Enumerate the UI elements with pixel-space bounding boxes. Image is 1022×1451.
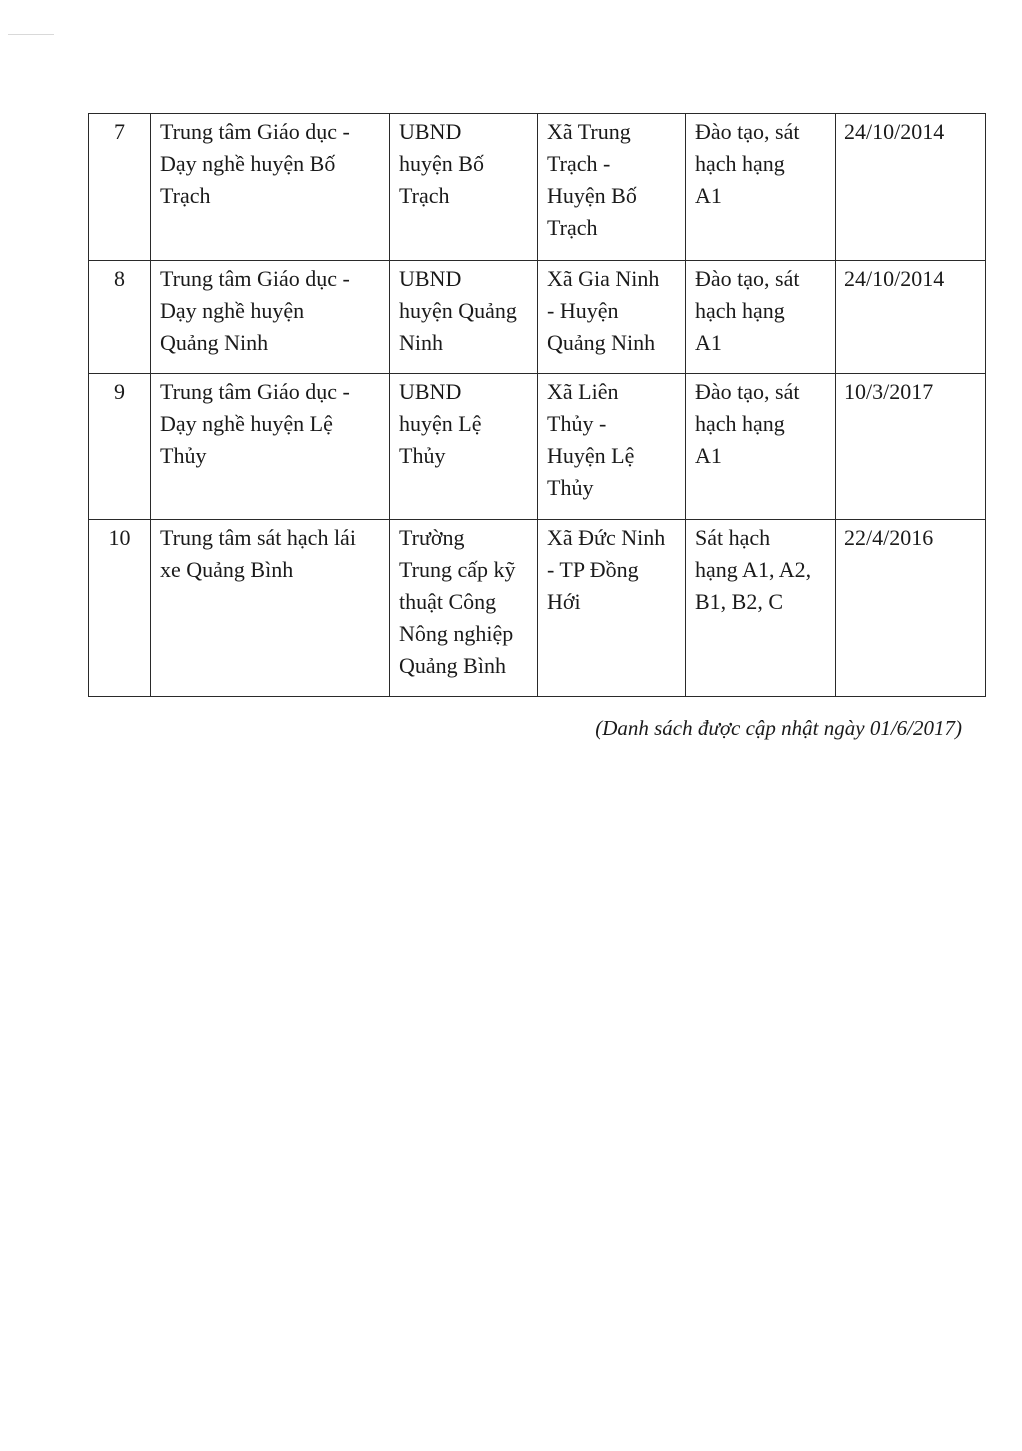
table-row — [89, 114, 986, 261]
center-name-cell — [151, 520, 390, 697]
address-line: Thủy — [547, 475, 594, 500]
date-cell: 24/10/2014 — [836, 114, 986, 261]
center-name-line: Dạy nghề huyện — [160, 298, 305, 323]
managing-unit-cell — [390, 520, 538, 697]
address-line: Xã Liên — [547, 379, 619, 404]
scope-cell — [686, 520, 836, 697]
scope-cell — [686, 374, 836, 520]
managing-unit-line: Thủy — [399, 443, 446, 468]
address-cell — [538, 114, 686, 261]
stt-cell: 10 — [89, 520, 151, 697]
scope-line: A1 — [695, 330, 722, 355]
driving-center-table — [88, 113, 986, 697]
center-name-line: xe Quảng Bình — [160, 557, 294, 582]
date-cell: 22/4/2016 — [836, 520, 986, 697]
center-name-line: Quảng Ninh — [160, 330, 269, 355]
address-line: Xã Gia Ninh — [547, 266, 660, 291]
center-name-line: Dạy nghề huyện Lệ — [160, 411, 333, 436]
center-name-line: Trung tâm Giáo dục - — [160, 119, 350, 144]
date-cell: 10/3/2017 — [836, 374, 986, 520]
center-name-line: Thủy — [160, 443, 207, 468]
scope-line: hạch hạng — [695, 411, 785, 436]
managing-unit-line: huyện Lệ — [399, 411, 482, 436]
stt-cell: 7 — [89, 114, 151, 261]
address-line: Xã Trung — [547, 119, 631, 144]
address-cell — [538, 520, 686, 697]
update-note: (Danh sách được cập nhật ngày 01/6/2017) — [595, 716, 962, 740]
address-line: Quảng Ninh — [547, 330, 656, 355]
scope-line: hạch hạng — [695, 298, 785, 323]
managing-unit-line: Trung cấp kỹ — [399, 557, 516, 582]
address-line: - TP Đồng — [547, 557, 639, 582]
center-name-line: Trung tâm Giáo dục - — [160, 379, 350, 404]
managing-unit-line: huyện Bố — [399, 151, 484, 176]
center-name-cell — [151, 374, 390, 520]
table-row — [89, 374, 986, 520]
center-name-line: Trạch — [160, 183, 211, 208]
table-row — [89, 520, 986, 697]
address-line: Huyện Bố — [547, 183, 637, 208]
center-name-line: Dạy nghề huyện Bố — [160, 151, 336, 176]
center-name-cell — [151, 114, 390, 261]
managing-unit-line: thuật Công — [399, 589, 497, 614]
address-line: Trạch — [547, 215, 598, 240]
managing-unit-line: Trạch — [399, 183, 450, 208]
scope-line: hạng A1, A2, — [695, 557, 812, 582]
address-line: Trạch - — [547, 151, 611, 176]
scope-line: Sát hạch — [695, 525, 771, 550]
scope-cell — [686, 114, 836, 261]
center-name-cell — [151, 261, 390, 374]
managing-unit-line: UBND — [399, 266, 462, 291]
managing-unit-line: huyện Quảng — [399, 298, 517, 323]
address-line: Thủy - — [547, 411, 607, 436]
scope-cell — [686, 261, 836, 374]
scope-line: B1, B2, C — [695, 589, 784, 614]
center-name-line: Trung tâm Giáo dục - — [160, 266, 350, 291]
stt-cell: 9 — [89, 374, 151, 520]
address-cell — [538, 374, 686, 520]
scope-line: A1 — [695, 183, 722, 208]
managing-unit-line: UBND — [399, 119, 462, 144]
address-line: Xã Đức Ninh — [547, 525, 666, 550]
table-row — [89, 261, 986, 374]
date-cell: 24/10/2014 — [836, 261, 986, 374]
address-line: - Huyện — [547, 298, 619, 323]
address-line: Hới — [547, 589, 581, 614]
center-name-line: Trung tâm sát hạch lái — [160, 525, 356, 550]
address-line: Huyện Lệ — [547, 443, 635, 468]
scan-artifact — [8, 34, 54, 35]
scope-line: Đào tạo, sát — [695, 266, 800, 291]
managing-unit-cell — [390, 114, 538, 261]
managing-unit-cell — [390, 374, 538, 520]
managing-unit-line: Nông nghiệp — [399, 621, 514, 646]
managing-unit-cell — [390, 261, 538, 374]
managing-unit-line: Trường — [399, 525, 465, 550]
scope-line: hạch hạng — [695, 151, 785, 176]
scope-line: Đào tạo, sát — [695, 379, 800, 404]
scope-line: Đào tạo, sát — [695, 119, 800, 144]
stt-cell: 8 — [89, 261, 151, 374]
scope-line: A1 — [695, 443, 722, 468]
managing-unit-line: Quảng Bình — [399, 653, 506, 678]
managing-unit-line: UBND — [399, 379, 462, 404]
managing-unit-line: Ninh — [399, 330, 443, 355]
address-cell — [538, 261, 686, 374]
